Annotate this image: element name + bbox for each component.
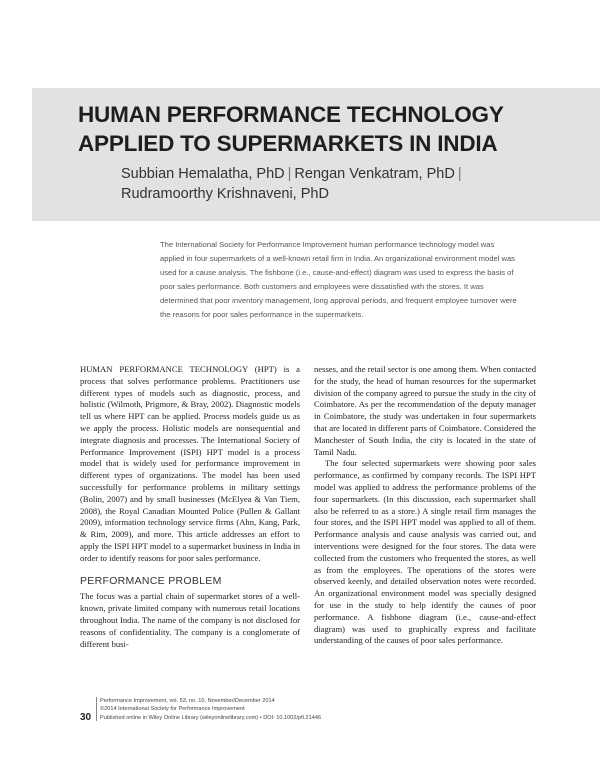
body-column-right xyxy=(314,364,536,647)
author-2: Rengan Venkatram, PhD xyxy=(294,166,455,182)
author-line-2 xyxy=(121,184,581,204)
paragraph: nesses, and the retail sector is one among them. When contacted for the study, the head of human resources for the supermarket division of the company agreed to pursue the study in the city of Coimbatore. As per the recommendation of the deputy manager in Coimbatore, the study was undertaken in four supermarkets that are located in different parts of Coimbatore. Considered the Manchester of South India, the city is located in the state of Tamil Nadu. xyxy=(314,364,536,457)
body-column-left xyxy=(80,364,300,650)
author-3: Rudramoorthy Krishnaveni, PhD xyxy=(121,186,329,202)
author-line-1 xyxy=(121,164,581,184)
author-1: Subbian Hemalatha, PhD xyxy=(121,166,285,182)
footer-doi-line: Published online in Wiley Online Library (wileyonlinelibrary.com) • DOI: 10.1002/pfi.21446 xyxy=(100,714,322,721)
page-number: 30 xyxy=(80,712,92,723)
section-heading: PERFORMANCE PROBLEM xyxy=(80,574,222,587)
author-separator: | xyxy=(457,166,462,182)
article-title-line-2: APPLIED TO SUPERMARKETS IN INDIA xyxy=(78,131,498,156)
article-title-line-1: HUMAN PERFORMANCE TECHNOLOGY xyxy=(78,102,504,127)
footer-journal-line: Performance Improvement, vol. 53, no. 10, November/December 2014 xyxy=(100,698,275,704)
author-list xyxy=(121,164,581,204)
abstract: The International Society for Performance Improvement human performance technology model was applied in four supermarkets of a well-known retail firm in India. An organizational environment model was used for a cause analysis. The fishbone (i.e., cause-and-effect) diagram was used to express the basis of poor sales performance. Both customers and employees were dissatisfied with the stores. It was determined that poor inventory management, long approval periods, and frequent employee turnover were the reasons for poor sales performance in the supermarkets. xyxy=(160,240,517,319)
footer-citation xyxy=(80,697,480,722)
footer-copyright-line: ©2014 International Society for Performance Improvement xyxy=(100,706,245,713)
article-title xyxy=(78,100,578,158)
paragraph: The focus was a partial chain of supermarket stores of a well-known, private limited company with numerous retail locations throughout India. The name of the company is not disclosed for reasons of confidentiality. The company is a conglomerate of different busi- xyxy=(80,591,300,649)
paragraph: The four selected supermarkets were showing poor sales performance, as confirmed by company records. The ISPI HPT model was applied to address the performance problems of the four supermarkets. (In this discussion, each supermarket shall also be referred to as a store.) A single retail firm manages the four stores, and the ISPI HPT model was applied to all of them. Performance analysis and cause analysis was carried out, and interventions were designed for the four stores. The data were collected from the customers who frequented the stores, as well as from the employees. The operations of the stores were observed keenly, and detailed observation notes were recorded. An organizational environment model was specially designed for use in the study to help identify the causes of poor performance. A fishbone diagram (i.e., cause-and-effect diagram) was used to graphically express and facilitate understanding of the causes of poor sales performance. xyxy=(314,458,536,646)
paragraph: HUMAN PERFORMANCE TECHNOLOGY (HPT) is a process that solves performance problems. Practitioners use different types of models such as diagnostic, process, and holistic (Wilmoth, Prigmore, & Bray, 2002). Diagnostic models tell us where HPT can be applied. Process models guide us as we apply the process. Holistic models are nonsequential and integrate diagnosis and processes. The International Society of Performance Improvement (ISPI) HPT model is a process model that is widely used for performance improvement in different types of organizations. The model has been used successfully for performance problems in military settings (Bolin, 2007) and by small businesses (McElyea & Van Tiem, 2008), the Royal Canadian Mounted Police (Pullen & Gallant 2009), information technology service firms (Ahn, Kang, Park, & Rim, 2009), and more. This article addresses an effort to apply the ISPI HPT model to a supermarket business in India in order to identify reasons for poor sales performance. xyxy=(80,364,300,563)
author-separator: | xyxy=(287,166,292,182)
